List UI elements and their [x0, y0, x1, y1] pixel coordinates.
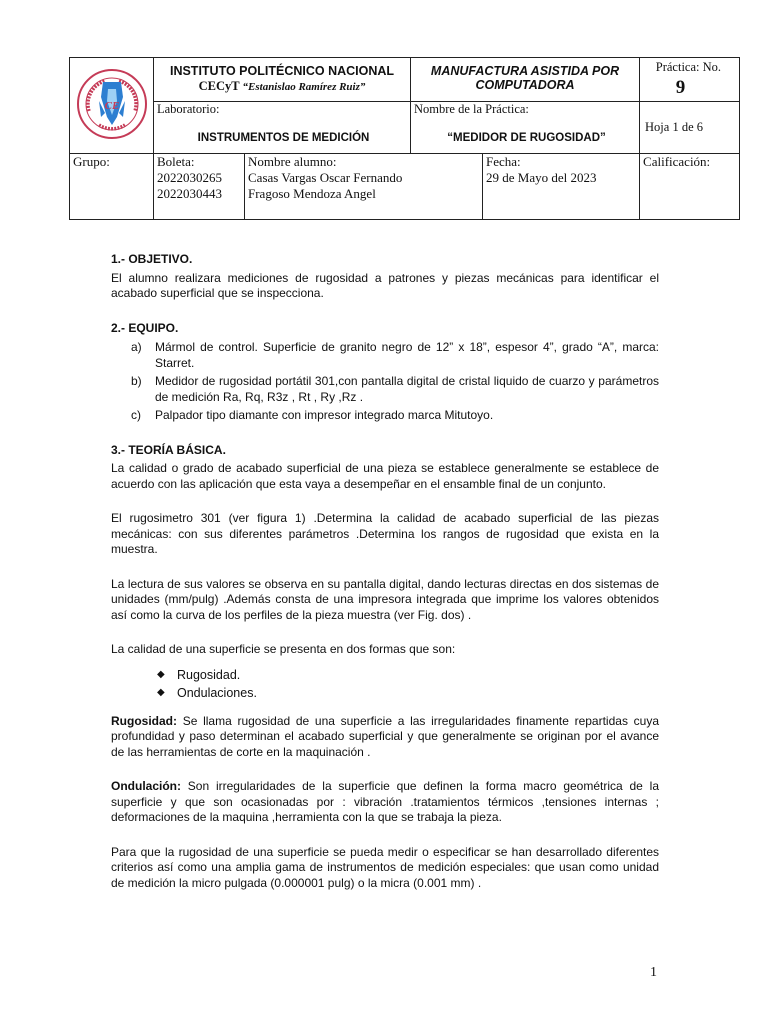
list-item: [157, 666, 659, 684]
diamond-bullet-icon: ◆: [157, 668, 165, 680]
list-item-text: Rugosidad.: [177, 667, 241, 682]
practica-cell: [640, 58, 740, 102]
rugosidad-text: Se llama rugosidad de una superficie a las irregularidades finamente repartidas cuya profundidad y paso determinan el acabado superficial y que generalmente se originan por el avance de las herramientas de corte en la maquinación .: [111, 713, 659, 759]
alumno-cell: [245, 154, 483, 220]
list-item: [111, 408, 659, 424]
nombre-cell: [411, 102, 640, 154]
fecha-value: 29 de Mayo del 2023: [486, 170, 597, 185]
list-item-text: Mármol de control. Superficie de granito negro de 12” x 18”, espesor 4”, grado “A”, marca: Starret.: [155, 340, 659, 370]
list-marker: a): [131, 340, 142, 354]
lab-label: Laboratorio:: [157, 102, 220, 116]
institute-name: INSTITUTO POLITÉCNICO NACIONAL: [169, 64, 395, 78]
logo-cell: [70, 58, 154, 154]
cecyt-line: [154, 79, 410, 94]
rugosidad-paragraph: [111, 714, 659, 761]
boleta-2: 2022030443: [157, 186, 222, 201]
list-item-text: Palpador tipo diamante con impresor integrado marca Mitutoyo.: [155, 408, 494, 422]
diamond-bullet-icon: ◆: [157, 686, 165, 698]
cecyt-name: “Estanislao Ramírez Ruiz”: [242, 81, 366, 93]
ondulacion-paragraph: [111, 779, 659, 826]
teoria-paragraph-1: La calidad o grado de acabado superficial de una pieza se establece generalmente se establece de acuerdo con las aplicación que esta vaya a desempeñar en el ensamble final de un conjunto.: [111, 461, 659, 491]
alumno-label: Nombre alumno:: [248, 154, 337, 169]
boleta-cell: [154, 154, 245, 220]
document-body: [111, 252, 659, 891]
boleta-label: Boleta:: [157, 154, 195, 169]
list-marker: c): [131, 408, 141, 422]
teoria-paragraph-4: La calidad de una superficie se presenta en dos formas que son:: [111, 642, 456, 656]
list-item-text: Ondulaciones.: [177, 685, 257, 700]
cecyt-label: CECyT: [198, 79, 240, 93]
teoria-paragraph-5: Para que la rugosidad de una superficie se pueda medir o especificar se han desarrollado diferentes criterios así como una amplia gama de instrumentos de medición especiales: que usan como unidad de medición la micro pulgada (0.000001 pulg) o la micra (0.001 mm) .: [111, 844, 659, 890]
calificacion-label: Calificación:: [643, 154, 711, 169]
boleta-1: 2022030265: [157, 170, 222, 185]
alumno-2: Fragoso Mendoza Angel: [248, 186, 376, 201]
alumno-1: Casas Vargas Oscar Fernando: [248, 170, 403, 185]
lab-value: INSTRUMENTOS DE MEDICIÓN: [197, 132, 370, 144]
list-item: [111, 340, 659, 371]
nombre-label: Nombre de la Práctica:: [414, 102, 529, 116]
equipo-list: [111, 340, 659, 424]
fecha-label: Fecha:: [486, 154, 521, 169]
header-table: [69, 57, 740, 220]
objetivo-section: [111, 252, 659, 302]
objetivo-title: 1.- OBJETIVO.: [111, 252, 193, 266]
list-item: [157, 684, 659, 702]
teoria-paragraph-2: El rugosimetro 301 (ver figura 1) .Determina la calidad de acabado superficial de las piezas mecánicas: con sus diferentes parámetros .Determina los rangos de rugosidad que exista en la muestra.: [111, 511, 659, 556]
lab-cell: [154, 102, 411, 154]
practica-number: 9: [675, 77, 686, 98]
list-marker: b): [131, 374, 142, 388]
teoria-title: 3.- TEORÍA BÁSICA.: [111, 442, 226, 457]
calificacion-cell: [640, 154, 740, 220]
forms-list: [111, 666, 659, 702]
nombre-value: “MEDIDOR DE RUGOSIDAD”: [447, 132, 606, 144]
teoria-section: [111, 443, 659, 892]
objetivo-text: El alumno realizara mediciones de rugosidad a patrones y piezas mecánicas para identificar el acabado superficial que se inspecciona.: [111, 270, 659, 300]
equipo-section: [111, 321, 659, 424]
list-item: [111, 374, 659, 405]
rugosidad-term: Rugosidad:: [111, 713, 177, 728]
fecha-cell: [483, 154, 640, 220]
course-name: MANUFACTURA ASISTIDA POR COMPUTADORA: [430, 64, 620, 92]
grupo-label: Grupo:: [73, 154, 110, 169]
list-item-text: Medidor de rugosidad portátil 301,con pantalla digital de cristal liquido de cuarzo y parámetros de medición Ra, Rq, R3z , Rt , Ry ,Rz .: [155, 374, 659, 404]
teoria-paragraph-3: La lectura de sus valores se observa en su pantalla digital, dando lecturas directas en dos sistemas de unidades (mm/pulg) .Además consta de una impresora integrada que imprime los valores obtenidos así como la curva de los perfiles de la pieza muestra (ver Fig. dos) .: [111, 576, 659, 622]
equipo-title: 2.- EQUIPO.: [111, 320, 179, 335]
institute-cell: [154, 58, 411, 102]
grupo-cell: [70, 154, 154, 220]
ipn-logo: [75, 67, 149, 141]
ondulacion-text: Son irregularidades de la superficie que definen la forma macro geométrica de la superficie y que son ocasionadas por : vibración .tratamientos térmicos ,tensiones internas ; deformaciones de la maquina ,herramienta con la que se trabaja la pieza.: [111, 779, 659, 824]
practica-label: Práctica: No.: [655, 60, 722, 74]
ondulacion-term: Ondulación:: [111, 779, 181, 793]
page-number: 1: [650, 965, 657, 980]
hoja-label: Hoja 1 de 6: [645, 120, 704, 134]
course-cell: [411, 58, 640, 102]
svg-text:CE: CE: [104, 100, 119, 112]
hoja-cell: [640, 102, 740, 154]
